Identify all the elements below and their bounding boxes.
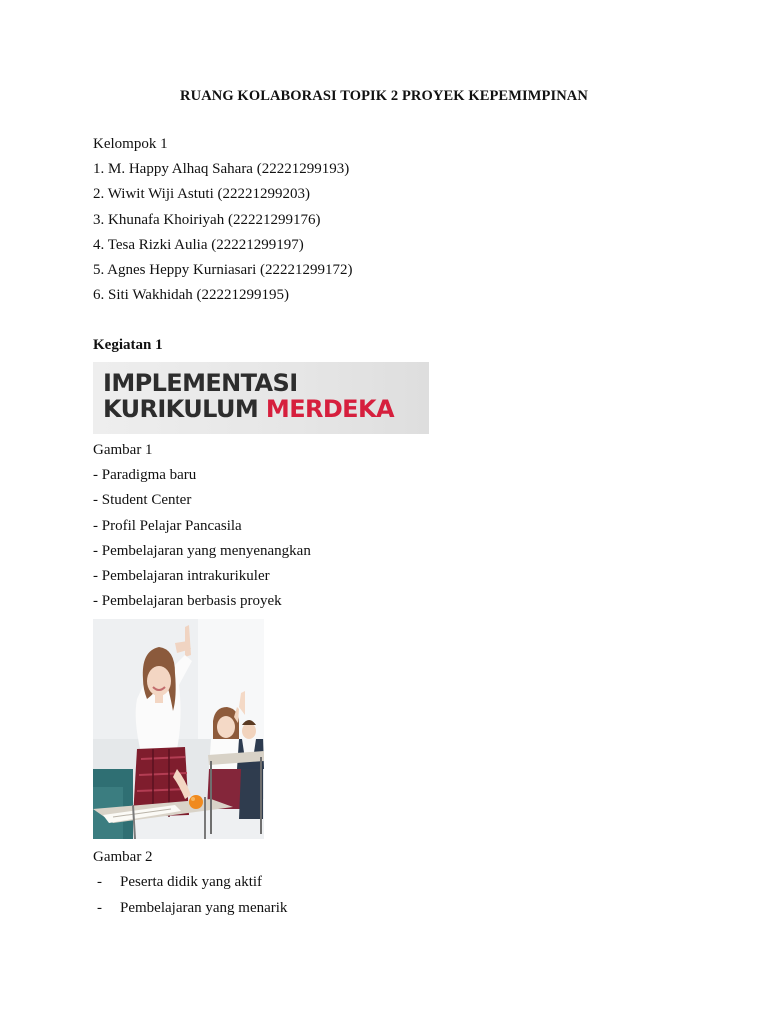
group-label: Kelompok 1 <box>93 136 168 152</box>
group-member: 1. M. Happy Alhaq Sahara (22221299193) <box>93 161 350 178</box>
group-member: 3. Khunafa Khoiriyah (22221299176) <box>93 211 321 228</box>
figure-2-caption-block <box>93 845 153 870</box>
classroom-students-photo <box>93 619 264 839</box>
activity-heading: Kegiatan 1 <box>93 337 163 353</box>
figure-2-point <box>97 896 287 921</box>
bullet-dash: - <box>97 900 102 916</box>
bullet-dash: - <box>97 874 102 890</box>
banner-text-kurikulum: KURIKULUM <box>103 395 266 423</box>
group-member: 5. Agnes Heppy Kurniasari (22221299172) <box>93 261 353 278</box>
figure-2-caption: Gambar 2 <box>93 849 153 865</box>
group-member: 6. Siti Wakhidah (22221299195) <box>93 287 290 304</box>
group-member: 2. Wiwit Wiji Astuti (22221299203) <box>93 186 310 203</box>
document-title: RUANG KOLABORASI TOPIK 2 PROYEK KEPEMIMPINAN <box>180 88 588 104</box>
figure-1-caption: Gambar 1 <box>93 442 153 458</box>
figure-1-point: - Paradigma baru <box>93 467 197 484</box>
figure-1-point: - Pembelajaran yang menyenangkan <box>93 542 311 559</box>
figure-1-point: - Pembelajaran berbasis proyek <box>93 593 282 610</box>
group-member: 4. Tesa Rizki Aulia (22221299197) <box>93 236 304 253</box>
figure-1-point: - Profil Pelajar Pancasila <box>93 517 242 534</box>
figure-1-section <box>93 438 311 614</box>
figure-1-point: - Student Center <box>93 492 192 509</box>
activity-section <box>93 333 163 358</box>
group-section <box>93 132 353 308</box>
figure-2-point-text: Peserta didik yang aktif <box>120 874 263 890</box>
figure-2-point <box>97 870 262 895</box>
figure-1-point: - Pembelajaran intrakurikuler <box>93 567 270 584</box>
banner-text-merdeka: MERDEKA <box>265 395 394 423</box>
figure-2-point-text: Pembelajaran yang menarik <box>120 900 288 916</box>
banner-line-2 <box>103 395 394 423</box>
banner-line-1: IMPLEMENTASI <box>103 369 298 397</box>
kurikulum-merdeka-banner <box>93 362 429 434</box>
